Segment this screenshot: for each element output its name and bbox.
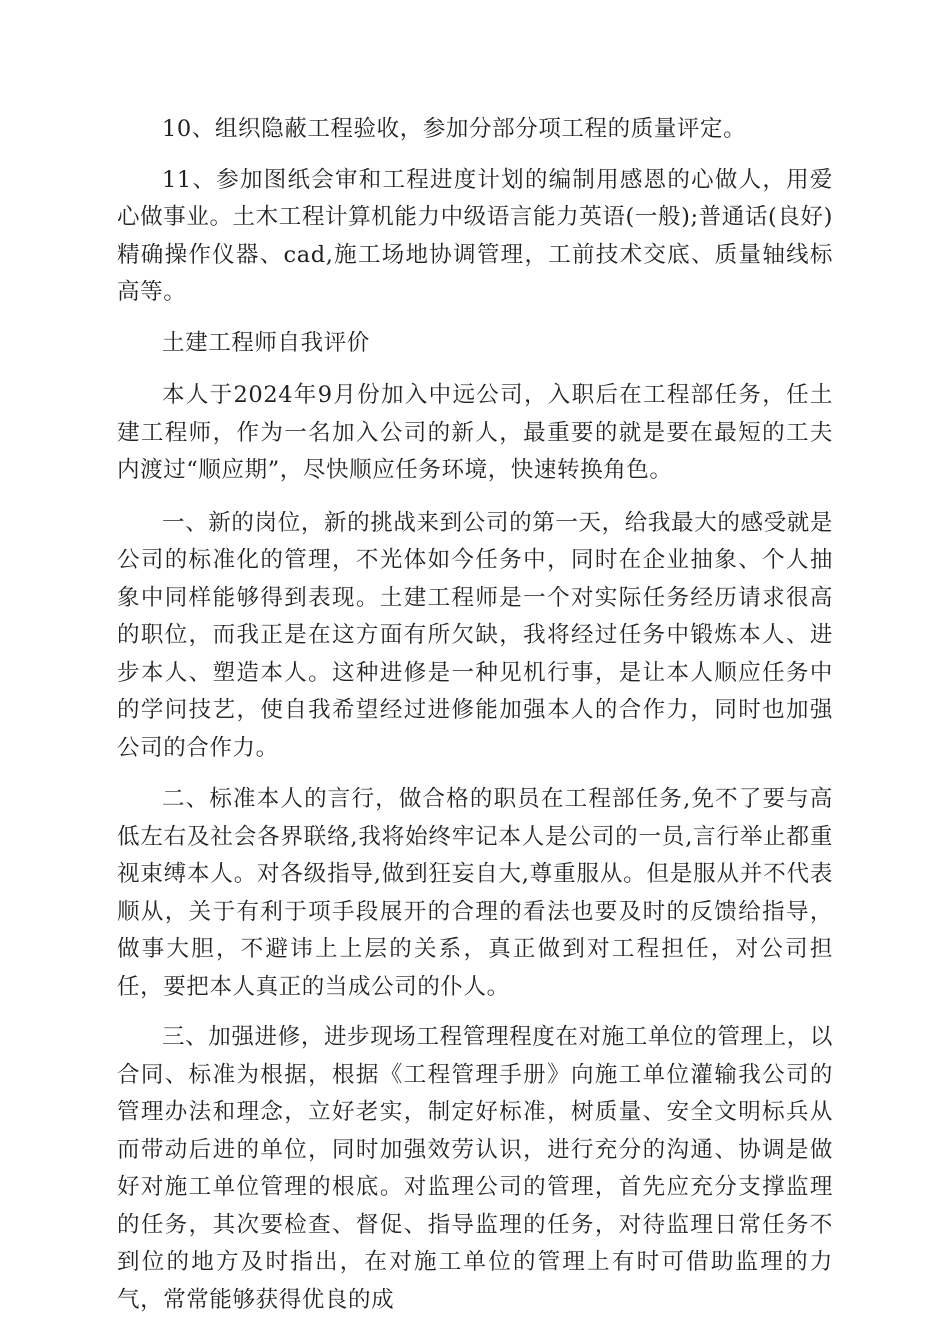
paragraph-point-3: 三、加强进修，进步现场工程管理程度在对施工单位的管理上，以合同、标准为根据，根据《工程管理手册》向施工单位灌输我公司的管理办法和理念，立好老实，制定好标准，树质量、安全文明标兵从而带动后进的单位，同时加强效劳认识，进行充分的沟通、协调是做好对施工单位管理的根底。对监理公司的管理，首先应充分支撑监理的任务，其次要检查、督促、指导监理的任务，对待监理日常任务不到位的地方及时指出，在对施工单位的管理上有时可借助监理的力气，常常能够获得优良的成	[117, 1024, 833, 1313]
paragraph-point-2: 二、标准本人的言行，做合格的职员在工程部任务,免不了要与高低左右及社会各界联络,我将始终牢记本人是公司的一员,言行举止都重视束缚本人。对各级指导,做到狂妄自大,尊重服从。但是服从并不代表顺从，关于有利于项手段展开的合理的看法也要及时的反馈给指导，做事大胆，不避讳上上层的关系，真正做到对工程担任，对公司担任，要把本人真正的当成公司的仆人。	[117, 786, 833, 1000]
section-heading: 土建工程师自我评价	[162, 329, 370, 356]
paragraph-intro: 本人于2024年9月份加入中远公司，入职后在工程部任务，任土建工程师，作为一名加入公司的新人，最重要的就是要在最短的工夫内渡过“顺应期”，尽快顺应任务环境，快速转换角色。	[117, 382, 833, 483]
paragraph-point-1: 一、新的岗位，新的挑战来到公司的第一天，给我最大的感受就是公司的标准化的管理，不光体如今任务中，同时在企业抽象、个人抽象中同样能够得到表现。土建工程师是一个对实际任务经历请求很高的职位，而我正是在这方面有所欠缺，我将经过任务中锻炼本人、进步本人、塑造本人。这种进修是一种见机行事，是让本人顺应任务中的学问技艺，使自我希望经过进修能加强本人的合作力，同时也加强公司的合作力。	[117, 509, 833, 761]
paragraph-item-11: 11、参加图纸会审和工程进度计划的编制用感恩的心做人，用爱心做事业。土木工程计算机能力中级语言能力英语(一般);普通话(良好)精确操作仪器、cad,施工场地协调管理，工前技术交底、质量轴线标高等。	[117, 166, 833, 305]
document-body	[117, 111, 833, 1333]
paragraph-item-10: 10、组织隐蔽工程验收，参加分部分项工程的质量评定。	[162, 116, 747, 142]
